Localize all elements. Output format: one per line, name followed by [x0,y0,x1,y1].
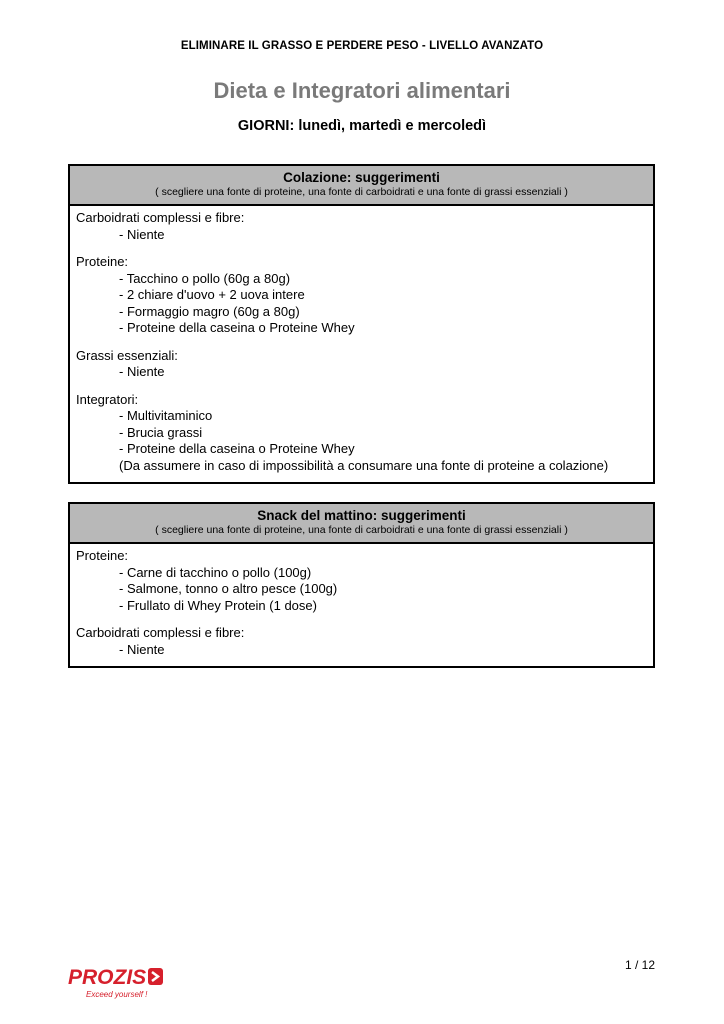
morning-snack-section [68,502,655,668]
page-number: 1 / 12 [624,958,655,972]
food-item: - Formaggio magro (60g a 80g) [119,303,300,319]
food-group [76,254,647,337]
food-group [76,210,647,243]
breakfast-section [68,164,655,484]
prozis-logo-graphic [68,963,168,1003]
section-title: Colazione: suggerimenti [283,170,440,185]
breakfast-header [70,166,653,206]
group-label: Integratori: [76,391,139,407]
document-heading: ELIMINARE IL GRASSO E PERDERE PESO - LIVELLO AVANZATO [180,40,544,52]
group-label: Carboidrati complessi e fibre: [76,210,245,225]
group-label: Proteine: [76,548,129,563]
group-label: Proteine: [76,254,129,269]
food-group [76,548,647,614]
prozis-logo [68,963,168,1003]
food-item: - Brucia grassi [119,424,203,440]
food-item: - Frullato di Whey Protein (1 dose) [119,597,317,613]
food-item: - Niente [119,364,165,379]
food-item: - Multivitaminico [119,408,213,423]
days-subtitle: GIORNI: lunedì, martedì e mercoledì [237,118,487,134]
food-item: - Niente [119,226,165,242]
food-group [76,625,647,658]
food-group [76,348,647,381]
food-item: - Carne di tacchino o pollo (100g) [119,564,312,580]
food-item: - 2 chiare d'uovo + 2 uova intere [119,287,305,302]
snack-header [70,504,653,544]
logo-tagline: Exceed yourself ! [86,990,148,999]
food-item: - Proteine della caseina o Proteine Whey [119,320,355,335]
logo-arrow-box [148,968,163,985]
group-label: Grassi essenziali: [76,347,178,363]
food-group [76,392,647,475]
page-title: Dieta e Integratori alimentari [213,78,511,103]
food-item: - Tacchino o pollo (60g a 80g) [119,270,291,286]
food-item: - Niente [119,641,165,657]
section-instructions: ( scegliere una fonte di proteine, una fonte di carboidrati e una fonte di grassi essenziali ) [155,524,568,536]
group-label: Carboidrati complessi e fibre: [76,625,245,640]
section-title: Snack del mattino: suggerimenti [257,508,466,523]
snack-body [70,544,653,666]
breakfast-body [70,206,653,482]
food-item: - Proteine della caseina o Proteine Whey [119,441,355,456]
section-instructions: ( scegliere una fonte di proteine, una fonte di carboidrati e una fonte di grassi essenziali ) [155,186,568,198]
food-item: - Salmone, tonno o altro pesce (100g) [119,581,338,596]
logo-wordmark: PROZIS [68,966,147,989]
food-item: (Da assumere in caso di impossibilità a consumare una fonte di proteine a colazione) [119,457,609,473]
